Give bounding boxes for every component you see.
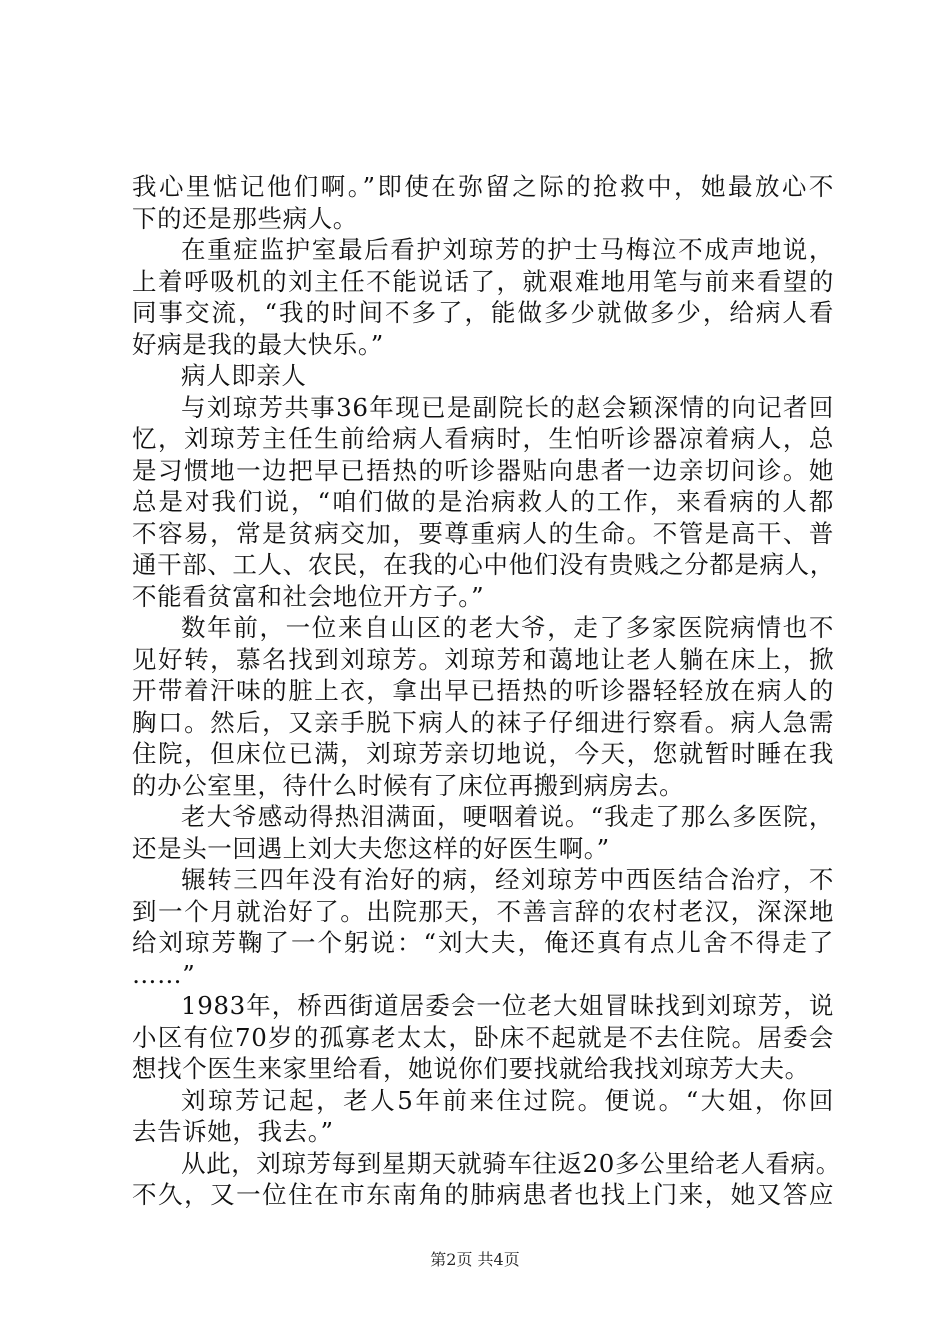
- text-line: 同事交流，“我的时间不多了，能做多少就做多少，给病人看: [132, 298, 834, 327]
- text-line: 不能看贫富和社会地位开方子。”: [132, 581, 485, 611]
- text-line: 数年前，一位来自山区的老大爷，走了多家医院病情也不: [181, 613, 834, 642]
- text-line: 不容易，常是贫病交加，要尊重病人的生命。不管是高干、普: [132, 518, 834, 548]
- text-line: 我心里惦记他们啊。”即使在弥留之际的抢救中，她最放心不: [132, 172, 834, 201]
- text-line: 刘琼芳记起，老人5年前来住过院。便说。“大姐，你回: [181, 1085, 834, 1115]
- text-line: 想找个医生来家里给看，她说你们要找就给我找刘琼芳大夫。: [132, 1054, 810, 1083]
- text-line: 见好转，慕名找到刘琼芳。刘琼芳和蔼地让老人躺在床上，掀: [132, 644, 834, 674]
- section-heading: 病人即亲人: [181, 361, 307, 390]
- text-line: 忆，刘琼芳主任生前给病人看病时，生怕听诊器凉着病人，总: [132, 424, 834, 453]
- page-footer: [0, 1247, 950, 1270]
- text-line: 从此，刘琼芳每到星期天就骑车往返20多公里给老人看病。: [181, 1148, 841, 1178]
- text-line: 上着呼吸机的刘主任不能说话了，就艰难地用笔与前来看望的: [132, 266, 834, 296]
- text-line: 在重症监护室最后看护刘琼芳的护士马梅泣不成声地说，: [181, 235, 834, 264]
- text-line: 1983年，桥西街道居委会一位老大姐冒昧找到刘琼芳，说: [181, 991, 834, 1020]
- text-line: 是习惯地一边把早已捂热的听诊器贴向患者一边亲切问诊。她: [132, 455, 834, 485]
- text-line: 总是对我们说，“咱们做的是治病救人的工作，来看病的人都: [132, 487, 834, 516]
- text-line: 去告诉她，我去。”: [132, 1117, 334, 1146]
- text-line: 还是头一回遇上刘大夫您这样的好医生啊。”: [132, 833, 610, 863]
- text-line: 住院，但床位已满，刘琼芳亲切地说，今天，您就暂时睡在我: [132, 739, 834, 768]
- text-line: 小区有位70岁的孤寡老太太，卧床不起就是不去住院。居委会: [132, 1022, 834, 1052]
- text-line: 下的还是那些病人。: [132, 203, 358, 233]
- text-line: 辗转三四年没有治好的病，经刘琼芳中西医结合治疗，不: [181, 865, 834, 894]
- text-line: 通干部、工人、农民，在我的心中他们没有贵贱之分都是病人，: [132, 550, 835, 579]
- text-line: 的办公室里，待什么时候有了床位再搬到病房去。: [132, 770, 685, 800]
- text-line: 不久，又一位住在市东南角的肺病患者也找上门来，她又答应: [132, 1180, 834, 1209]
- text-line: 胸口。然后，又亲手脱下病人的袜子仔细进行察看。病人急需: [132, 707, 834, 737]
- text-line: 开带着汗味的脏上衣，拿出早已捂热的听诊器轻轻放在病人的: [132, 676, 834, 705]
- text-line: 给刘琼芳鞠了一个躬说：“刘大夫，俺还真有点儿舍不得走了: [132, 928, 834, 957]
- text-line: 到一个月就治好了。出院那天，不善言辞的农村老汉，深深地: [132, 896, 834, 926]
- text-line: 好病是我的最大快乐。”: [132, 329, 384, 359]
- document-body: [132, 171, 841, 1211]
- text-line: 与刘琼芳共事36年现已是副院长的赵会颖深情的向记者回: [181, 392, 834, 422]
- text-line: 老大爷感动得热泪满面，哽咽着说。“我走了那么多医院，: [181, 802, 834, 831]
- page-number-label: 第2页 共4页: [430, 1250, 520, 1269]
- text-line: ……”: [132, 959, 196, 989]
